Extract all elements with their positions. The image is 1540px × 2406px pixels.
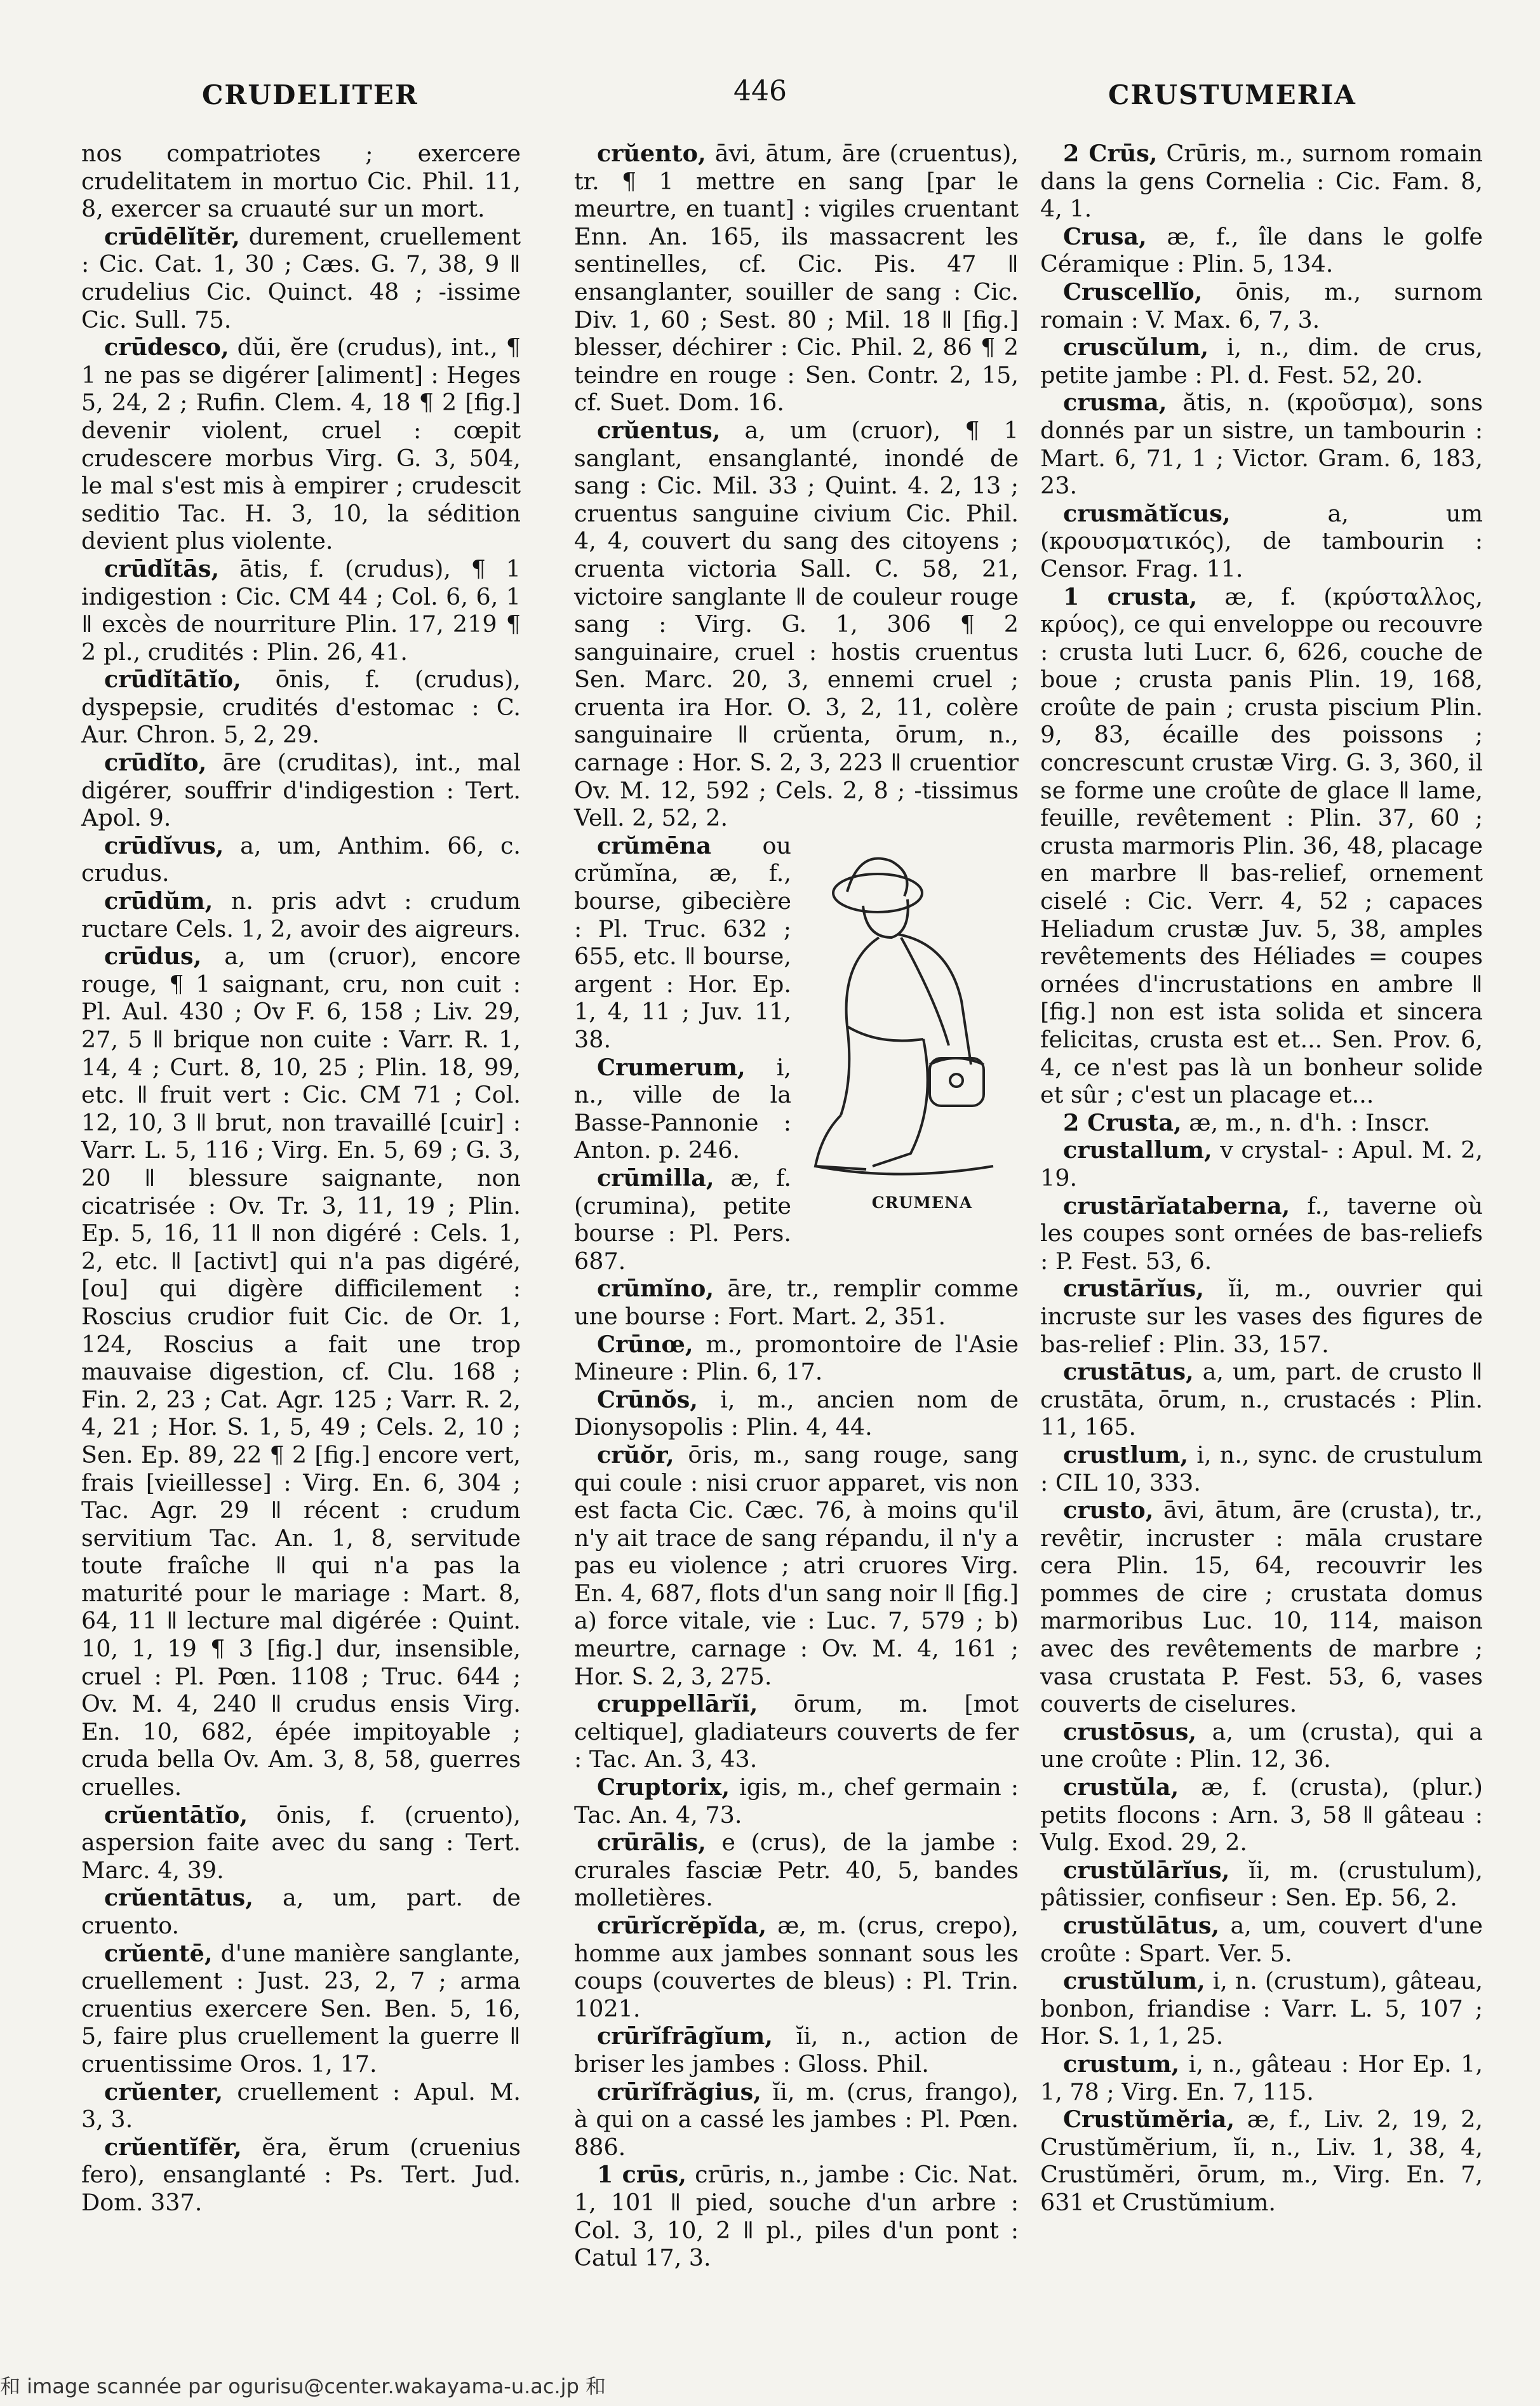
- entry-definition: i, n., gâteau : Hor Ep. 1, 1, 78 ; Virg. En. 7, 115.: [1040, 2050, 1483, 2106]
- column-2: [574, 140, 1019, 2272]
- figure-caption: CRUMENA: [871, 1193, 973, 1213]
- entry-definition: a, um, part. de crusto ǁ crustāta, ōrum, n., crustacés : Plin. 11, 165.: [1040, 1358, 1483, 1441]
- headword: crustārĭus,: [1063, 1275, 1204, 1303]
- dictionary-entry: [1040, 1967, 1483, 2050]
- headword: crūdŭm,: [104, 887, 213, 915]
- headword: Crumerum,: [597, 1053, 746, 1081]
- entry-definition: d'une manière sanglante, cruellement : Just. 23, 2, 7 ; arma cruentius exercere Sen. Ben. 5, 16, 5, faire plus cruellement la guerre ǁ cruentissime Oros. 1, 17.: [81, 1939, 521, 2078]
- headword: Crūnœ,: [597, 1330, 693, 1358]
- headword: crūrĭcrĕpĭda,: [597, 1912, 767, 1939]
- headword: crŭmēna: [597, 831, 712, 859]
- dictionary-entry: [574, 1386, 1019, 1441]
- entry-definition: a, um (κρουσματικός), de tambourin : Censor. Frag. 11.: [1040, 499, 1483, 582]
- headword: Crustŭmĕria,: [1063, 2106, 1235, 2134]
- headword: crūdesco,: [104, 333, 229, 361]
- headword: crustŭlārĭus,: [1063, 1856, 1230, 1884]
- dictionary-entry: [574, 1690, 1019, 1773]
- dictionary-entry: [1040, 278, 1483, 333]
- entry-definition: ĭi, m. (crus, frango), à qui on a cassé les jambes : Pl. Pœn. 886.: [574, 2078, 1019, 2161]
- entry-definition: nos compatriotes ; exercere crudelitatem in mortuo Cic. Phil. 11, 8, exercer sa cruauté sur un mort.: [81, 140, 521, 223]
- dictionary-entry: [81, 333, 521, 555]
- headword: cruppellārĭi,: [597, 1690, 758, 1718]
- entry-definition: æ, f., île dans le golfe Céramique : Plin. 5, 134.: [1040, 222, 1483, 278]
- dictionary-entry: [1040, 1358, 1483, 1441]
- entry-definition: ōnis, m., surnom romain : V. Max. 6, 7, 3.: [1040, 278, 1483, 333]
- headword: 2 Crusta,: [1063, 1108, 1182, 1136]
- dictionary-entry: [1040, 140, 1483, 223]
- entry-definition: dŭi, ĕre (crudus), int., ¶ 1 ne pas se digérer [aliment] : Heges 5, 24, 2 ; Rufin. Clem. 4, 18 ¶ 2 [fig.] devenir violent, cruel : cœpit crudescere morbus Virg. G. 3, 504, le mal s'est mis à empirer ; crudescit seditio Tac. H. 3, 10, la sédition devient plus violente.: [81, 333, 521, 555]
- entry-definition: āre (cruditas), int., mal digérer, souffrir d'indigestion : Tert. Apol. 9.: [81, 749, 521, 832]
- dictionary-entry: [81, 832, 521, 887]
- dictionary-entry: [1040, 1136, 1483, 1192]
- entry-definition: a, um, Anthim. 66, c. crudus.: [81, 831, 521, 887]
- headword: Cruscellĭo,: [1063, 278, 1203, 306]
- dictionary-entry: [1040, 1441, 1483, 1496]
- entry-definition: m., promontoire de l'Asie Mineure : Plin. 6, 17.: [574, 1330, 1019, 1386]
- entry-definition: durement, cruellement : Cic. Cat. 1, 30 ; Cæs. G. 7, 38, 9 ǁ crudelius Cic. Quinct. 48 ; -issime Cic. Sull. 75.: [81, 222, 521, 333]
- dictionary-entry: [81, 1801, 521, 1885]
- dictionary-entry: [574, 1275, 1019, 1330]
- dictionary-entry: [1040, 1773, 1483, 1857]
- dictionary-entry: [1040, 1192, 1483, 1275]
- headword: crūdus,: [104, 943, 202, 971]
- entry-definition: ātis, f. (crudus), ¶ 1 indigestion : Cic. CM 44 ; Col. 6, 6, 1 ǁ excès de nourriture Plin. 17, 219 ¶ 2 pl., crudités : Plin. 26, 41.: [81, 554, 521, 666]
- dictionary-entry: [574, 1912, 1019, 2022]
- dictionary-entry: [574, 140, 1019, 417]
- headword: Crusa,: [1063, 222, 1147, 250]
- column-1: [81, 140, 521, 2217]
- entry-definition: a, um (cruor), encore rouge, ¶ 1 saignant, cru, non cuit : Pl. Aul. 430 ; Ov F. 6, 158 ; Liv. 29, 27, 5 ǁ brique non cuite : Varr. R. 1, 14, 4 ; Curt. 8, 10, 25 ; Plin. 18, 99, etc. ǁ fruit vert : Cic. CM 71 ; Col. 12, 10, 3 ǁ brut, non travaillé [cuir] : Varr. L. 5, 116 ; Virg. En. 5, 69 ; G. 3, 20 ǁ blessure saignante, non cicatrisée : Ov. Tr. 3, 11, 19 ; Plin. Ep. 5, 16, 11 ǁ non digéré : Cels. 1, 2, etc. ǁ [activt] qui n'a pas digéré, [ou] qui digère difficilement : Roscius crudior fuit Cic. de Or. 1, 124, Roscius a fait une trop mauvaise digestion, cf. Clu. 168 ; Fin. 2, 23 ; Cat. Agr. 125 ; Varr. R. 2, 4, 21 ; Hor. S. 1, 5, 49 ; Cels. 2, 10 ; Sen. Ep. 89, 22 ¶ 2 [fig.] encore vert, frais [vieillesse] : Virg. En. 6, 304 ; Tac. Agr. 29 ǁ récent : crudum servitium Tac. An. 1, 8, servitude toute fraîche ǁ qui n'a pas la maturité pour le mariage : Mart. 8, 64, 11 ǁ lecture mal digérée : Quint. 10, 1, 19 ¶ 3 [fig.] dur, insensible, cruel : Pl. Pœn. 1108 ; Truc. 644 ; Ov. M. 4, 240 ǁ crudus ensis Virg. En. 10, 682, épée impitoyable ; cruda bella Ov. Am. 3, 8, 58, guerres cruelles.: [81, 943, 521, 1801]
- headword: crustārĭataberna,: [1063, 1192, 1290, 1220]
- headword: 2 Crūs,: [1063, 140, 1158, 167]
- dictionary-entry: [81, 223, 521, 333]
- dictionary-entry: [1040, 1857, 1483, 1912]
- dictionary-entry: [1040, 1496, 1483, 1718]
- entry-definition: æ, f. (crumina), petite bourse : Pl. Pers. 687.: [574, 1164, 791, 1275]
- dictionary-entry: [81, 887, 521, 943]
- entry-definition: i, n., sync. de crustulum : CIL 10, 333.: [1040, 1441, 1483, 1496]
- dictionary-entry: [1040, 1275, 1483, 1358]
- dictionary-entry: [1040, 2050, 1483, 2106]
- dictionary-entry: [574, 1331, 1019, 1386]
- entry-definition: i, n., dim. de crus, petite jambe : Pl. d. Fest. 52, 20.: [1040, 333, 1483, 389]
- entry-definition: i, m., ancien nom de Dionysopolis : Plin. 4, 44.: [574, 1385, 1019, 1441]
- dictionary-entry: [574, 2022, 1019, 2078]
- dictionary-entry: [1040, 333, 1483, 389]
- entry-definition: ĭi, m., ouvrier qui incruste sur les vases des figures de bas-relief : Plin. 33, 157.: [1040, 1275, 1483, 1358]
- headword: crūrālis,: [597, 1829, 706, 1857]
- headword: crūdĭtātĭo,: [104, 666, 241, 694]
- entry-definition: a, um (crusta), qui a une croûte : Plin. 12, 36.: [1040, 1717, 1483, 1773]
- running-head-left: CRUDELITER: [202, 79, 418, 111]
- entry-definition: v crystal- : Apul. M. 2, 19.: [1040, 1136, 1483, 1192]
- entry-definition: ōnis, f. (cruento), aspersion faite avec du sang : Tert. Marc. 4, 39.: [81, 1801, 521, 1884]
- headword: crusmătĭcus,: [1063, 499, 1231, 527]
- dictionary-entry: [574, 2078, 1019, 2161]
- headword: crŭentus,: [597, 416, 721, 444]
- page-number: 446: [733, 75, 787, 107]
- headword: crusto,: [1063, 1496, 1154, 1524]
- headword: 1 crusta,: [1063, 582, 1198, 610]
- entry-definition: f., taverne où les coupes sont ornées de bas-reliefs : P. Fest. 53, 6.: [1040, 1192, 1483, 1275]
- entry-definition: æ, m. (crus, crepo), homme aux jambes sonnant sous les coups (couvertes de bleus) : Pl. Trin. 1021.: [574, 1912, 1019, 2022]
- dictionary-entry: [574, 1773, 1019, 1829]
- headword: crustlum,: [1063, 1441, 1189, 1468]
- entry-definition: āvi, ātum, āre (cruentus), tr. ¶ 1 mettre en sang [par le meurtre, en tuant] : vigiles cruentant Enn. An. 165, ils massacrent les sentinelles, cf. Cic. Pis. 47 ǁ ensanglanter, souiller de sang : Cic. Div. 1, 60 ; Sest. 80 ; Mil. 18 ǁ [fig.] blesser, déchirer : Cic. Phil. 2, 86 ¶ 2 teindre en rouge : Sen. Contr. 2, 15, cf. Suet. Dom. 16.: [574, 140, 1019, 417]
- scan-credit-footer: 和 image scannée par ogurisu@center.wakayama-u.ac.jp 和: [0, 2374, 606, 2398]
- headword: Cruptorix,: [597, 1773, 730, 1801]
- headword: crŭentātus,: [104, 1884, 253, 1912]
- dictionary-entry: [81, 943, 521, 1801]
- entry-definition: e (crus), de la jambe : crurales fasciæ Petr. 40, 5, bandes molletières.: [574, 1829, 1019, 1912]
- headword: crŭenter,: [104, 2078, 224, 2106]
- dictionary-entry: [1040, 1109, 1483, 1137]
- crumena-figure: [803, 836, 1019, 1217]
- entry-definition: ou crŭmĭna, æ, f., bourse, gibecière : Pl. Truc. 632 ; 655, etc. ǁ bourse, argent : Hor. Ep. 1, 4, 11 ; Juv. 11, 38.: [574, 831, 791, 1053]
- entry-definition: ătis, n. (κροῦσμα), sons donnés par un sistre, un tambourin : Mart. 6, 71, 1 ; Victor. Gram. 6, 183, 23.: [1040, 389, 1483, 500]
- headword: crustŭlum,: [1063, 1967, 1205, 1995]
- entry-definition: æ, f. (crusta), (plur.) petits flocons : Arn. 3, 58 ǁ gâteau : Vulg. Exod. 29, 2.: [1040, 1773, 1483, 1857]
- headword: crŭentātĭo,: [104, 1801, 248, 1829]
- dictionary-entry: [81, 1940, 521, 2078]
- dictionary-entry: [81, 140, 521, 223]
- entry-definition: āvi, ātum, āre (crusta), tr., revêtir, incruster : māla crustare cera Plin. 15, 64, recouvrir les pommes de cire ; crustata domus marmoribus Luc. 10, 114, maison avec des revêtements de marbre ; vasa crustata P. Fest. 53, 6, vases couverts de ciselures.: [1040, 1496, 1483, 1718]
- column-3: [1040, 140, 1483, 2217]
- headword: crustallum,: [1063, 1136, 1212, 1164]
- headword: crustum,: [1063, 2050, 1180, 2078]
- headword: cruscŭlum,: [1063, 333, 1209, 361]
- entry-definition: æ, f. (κρύσταλλος, κρύος), ce qui enveloppe ou recouvre : crusta luti Lucr. 6, 626, couche de boue ; crusta panis Plin. 19, 168, croûte de pain ; crusta piscium Plin. 9, 83, écaille des poissons ; concrescunt crustæ Virg. G. 3, 360, il se forme une croûte de glace ǁ lame, feuille, revêtement : Plin. 37, 60 ; crusta marmoris Plin. 36, 48, placage en marbre ǁ bas-relief, ornement ciselé : Cic. Verr. 4, 52 ; capaces Heliadum crustæ Juv. 5, 38, amples revêtements des Héliades = coupes ornées d'incrustations en ambre ǁ [fig.] non est ista solida et sincera felicitas, crusta est et... Sen. Prov. 6, 4, ce n'est pas là un bonheur solide et sûr ; c'est un placage et...: [1040, 582, 1483, 1109]
- entry-definition: ōrum, m. [mot celtique], gladiateurs couverts de fer : Tac. An. 3, 43.: [574, 1690, 1019, 1773]
- headword: 1 crūs,: [597, 2161, 686, 2189]
- entry-definition: crūris, n., jambe : Cic. Nat. 1, 101 ǁ pied, souche d'un arbre : Col. 3, 10, 2 ǁ pl., piles d'un pont : Catul 17, 3.: [574, 2161, 1019, 2272]
- headword: crūdĭvus,: [104, 831, 224, 859]
- headword: crŭentē,: [104, 1939, 213, 1967]
- entry-definition: a, um, part. de cruento.: [81, 1884, 521, 1939]
- dictionary-entry: [1040, 1718, 1483, 1773]
- headword: crustōsus,: [1063, 1717, 1197, 1745]
- entry-definition: āre, tr., remplir comme une bourse : Fort. Mart. 2, 351.: [574, 1275, 1019, 1330]
- dictionary-entry: [1040, 389, 1483, 499]
- headword: crustŭlātus,: [1063, 1912, 1220, 1939]
- entry-definition: ōris, m., sang rouge, sang qui coule : nisi cruor apparet, vis non est facta Cic. Cæc. 76, à moins qu'il n'y ait trace de sang répandu, il n'y a pas eu violence ; atri cruores Virg. En. 4, 687, flots d'un sang noir ǁ [fig.] a) force vitale, vie : Luc. 7, 579 ; b) meurtre, carnage : Ov. M. 4, 161 ; Hor. S. 2, 3, 275.: [574, 1441, 1019, 1690]
- dictionary-entry: [81, 1884, 521, 1939]
- headword: crŭento,: [597, 140, 706, 167]
- headword: crustŭla,: [1063, 1773, 1179, 1801]
- entry-definition: ĭi, n., action de briser les jambes : Gloss. Phil.: [574, 2022, 1019, 2078]
- headword: crūdĭto,: [104, 749, 207, 777]
- entry-definition: ĭi, m. (crustulum), pâtissier, confiseur : Sen. Ep. 56, 2.: [1040, 1856, 1483, 1912]
- entry-definition: i, n., ville de la Basse-Pannonie : Anton. p. 246.: [574, 1053, 791, 1164]
- dictionary-entry: [1040, 1912, 1483, 1967]
- headword: crusma,: [1063, 389, 1167, 417]
- entry-definition: Crūris, m., surnom romain dans la gens Cornelia : Cic. Fam. 8, 4, 1.: [1040, 140, 1483, 223]
- dictionary-entry: [574, 417, 1019, 832]
- headword: crŭŏr,: [597, 1441, 674, 1468]
- entry-definition: æ, f., Liv. 2, 19, 2, Crustŭmĕrium, ĭi, n., Liv. 1, 38, 4, Crustŭmĕri, ōrum, m., Virg. En. 7, 631 et Crustŭmium.: [1040, 2106, 1483, 2216]
- dictionary-entry: [574, 1829, 1019, 1912]
- headword: Crūnŏs,: [597, 1385, 698, 1413]
- dictionary-entry: [1040, 500, 1483, 583]
- headword: crūmĭno,: [597, 1275, 714, 1303]
- dictionary-entry: [81, 2134, 521, 2217]
- headword: crŭentĭfĕr,: [104, 2133, 242, 2161]
- dictionary-entry: [574, 2161, 1019, 2271]
- headword: crustātus,: [1063, 1358, 1194, 1386]
- entry-definition: i, n. (crustum), gâteau, bonbon, friandise : Varr. L. 5, 107 ; Hor. S. 1, 1, 25.: [1040, 1967, 1483, 2050]
- dictionary-entry: [1040, 223, 1483, 278]
- entry-definition: a, um, couvert d'une croûte : Spart. Ver. 5.: [1040, 1912, 1483, 1967]
- entry-definition: ōnis, f. (crudus), dyspepsie, crudités d'estomac : C. Aur. Chron. 5, 2, 29.: [81, 666, 521, 749]
- headword: crūrĭfrăgius,: [597, 2078, 761, 2106]
- headword: crūmilla,: [597, 1164, 714, 1192]
- dictionary-entry: [574, 1441, 1019, 1690]
- entry-definition: igis, m., chef germain : Tac. An. 4, 73.: [574, 1773, 1019, 1829]
- headword: crūdēlĭtĕr,: [104, 222, 240, 250]
- entry-definition: ĕra, ĕrum (cruenius fero), ensanglanté : Ps. Tert. Jud. Dom. 337.: [81, 2133, 521, 2216]
- crumena-illustration: [803, 836, 1019, 1192]
- dictionary-entry: [1040, 583, 1483, 1109]
- entry-definition: a, um (cruor), ¶ 1 sanglant, ensanglanté, inondé de sang : Cic. Mil. 33 ; Quint. 4. 2, 13 ; cruentus sanguine civium Cic. Phil. 4, 4, couvert du sang des citoyens ; cruenta victoria Sall. C. 58, 21, victoire sanglante ǁ de couleur rouge sang : Virg. G. 1, 306 ¶ 2 sanguinaire, cruel : hostis cruentus Sen. Marc. 20, 3, ennemi cruel ; cruenta ira Hor. O. 3, 2, 11, colère sanguinaire ǁ crŭenta, ōrum, n., carnage : Hor. S. 2, 3, 223 ǁ cruentior Ov. M. 12, 592 ; Cels. 2, 8 ; -tissimus Vell. 2, 52, 2.: [574, 416, 1019, 832]
- dictionary-entry: [81, 2078, 521, 2134]
- dictionary-entry: [1040, 2106, 1483, 2216]
- headword: crūdĭtās,: [104, 554, 220, 582]
- running-head-right: CRUSTUMERIA: [1108, 79, 1356, 111]
- dictionary-entry: [81, 555, 521, 666]
- headword: crūrĭfrāgĭum,: [597, 2022, 773, 2050]
- dictionary-entry: [81, 666, 521, 749]
- entry-definition: n. pris advt : crudum ructare Cels. 1, 2, avoir des aigreurs.: [81, 887, 521, 943]
- entry-definition: cruellement : Apul. M. 3, 3.: [81, 2078, 521, 2134]
- dictionary-entry: [81, 749, 521, 832]
- entry-definition: æ, m., n. d'h. : Inscr.: [1181, 1108, 1431, 1136]
